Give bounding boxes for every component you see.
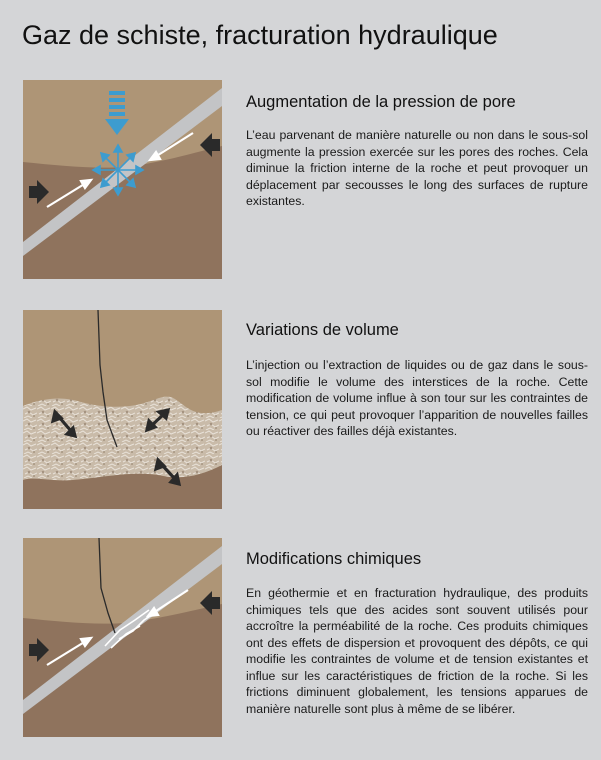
section-title-chemical-modifications: Modifications chimiques <box>246 550 422 568</box>
section-text-chemical-modifications: En géothermie et en fracturation hydraulique, des produits chimiques tels que des acides sont souvent utilisés pour accroître la perméabilité de la roche. Ces produits chimiques ont des effets de dispersion et provoquent des dépôts, ce qui modifie les contraintes de volume et de tension existantes et influe sur les caractéristiques de friction de la roche. Si les frictions diminuent globalement, les tensions apparues de manière naturelle sont plus à même de se libérer. <box>246 586 588 716</box>
page-title: Gaz de schiste, fracturation hydraulique <box>22 20 498 50</box>
section-text-volume-variations: L’injection ou l’extraction de liquides ou de gaz dans le sous-sol modifie le volume des interstices de la roche. Cette modification de volume influe à son tour sur les contraintes de tension, ce qui peut provoquer l’apparition de nouvelles failles ou réactiver des failles déjà existantes. <box>246 358 588 438</box>
pressure-burst-icon <box>93 145 143 195</box>
section-title-pore-pressure: Augmentation de la pression de pore <box>246 93 516 111</box>
illustration-chemical-modifications <box>23 538 222 737</box>
illustration-volume-variations <box>23 310 222 509</box>
section-text-pore-pressure: L’eau parvenant de manière naturelle ou non dans le sous-sol augmente la pression exercée sur les pores des roches. Cela diminue la friction interne de la roche et peut provoquer un déplacement par secousses le long des surfaces de rupture existantes. <box>246 128 588 208</box>
illustration-pore-pressure <box>23 80 222 279</box>
section-title-volume-variations: Variations de volume <box>246 321 399 339</box>
